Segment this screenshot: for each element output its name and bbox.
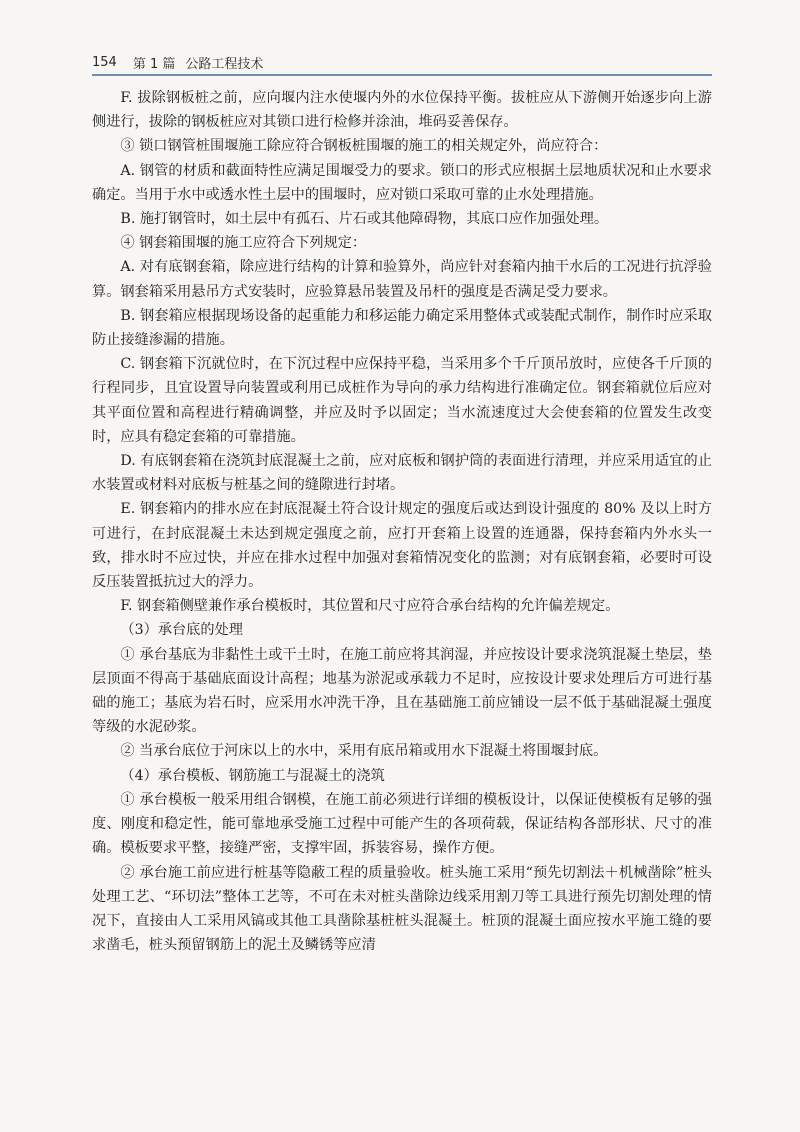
- part-label: 第 1 篇: [132, 56, 176, 72]
- paragraph: B. 钢套箱应根据现场设备的起重能力和移运能力确定采用整体式或装配式制作，制作时应采取防止接缝渗漏的措施。: [92, 307, 712, 349]
- paragraph: D. 有底钢套箱在浇筑封底混凝土之前，应对底板和钢护筒的表面进行清理，并应采用适宜的止水装置或材料对底板与桩基之间的缝隙进行封堵。: [92, 453, 712, 494]
- paragraph: A. 对有底钢套箱，除应进行结构的计算和验算外，尚应针对套箱内抽干水后的工况进行抗浮验算。钢套箱采用悬吊方式安装时，应验算悬吊装置及吊杆的强度是否满足受力要求。: [92, 259, 712, 300]
- paragraph: F. 钢套箱侧壁兼作承台模板时，其位置和尺寸应符合承台结构的允许偏差规定。: [120, 598, 620, 615]
- paragraph: ① 承台基底为非黏性土或干土时，在施工前应将其润湿，并应按设计要求浇筑混凝土垫层，垫层顶面不得高于基础底面设计高程；地基为淤泥或承载力不足时，应按设计要求处理后方可进行基础的施工；基底为岩石时，应采用水冲洗干净，且在基础施工前应铺设一层不低于基础混凝土强度等级的水泥砂浆。: [92, 646, 712, 736]
- paragraph: ④ 钢套箱围堰的施工应符合下列规定：: [120, 235, 367, 252]
- paragraph: A. 钢管的材质和截面特性应满足围堰受力的要求。锁口的形式应根据土层地质状况和止水要求确定。当用于水中或透水性土层中的围堰时，应对锁口采取可靠的止水处理措施。: [92, 162, 712, 203]
- page-header: [92, 50, 712, 74]
- section-title: 公路工程技术: [185, 56, 264, 72]
- paragraph: ② 承台施工前应进行桩基等隐蔽工程的质量验收。桩头施工采用“预先切割法＋机械凿除”桩头处理工艺、“环切法”整体工艺等，不可在未对桩头凿除边线采用割刀等工具进行预先切割处理的情况下，直接由人工采用风镐或其他工具凿除基桩桩头混凝土。桩顶的混凝土面应按水平施工缝的要求凿毛，桩头预留钢筋上的泥土及鳞锈等应清: [92, 864, 712, 954]
- subheading: （3）承台底的处理: [120, 622, 243, 639]
- paragraph: C. 钢套箱下沉就位时，在下沉过程中应保持平稳，当采用多个千斤顶吊放时，应使各千斤顶的行程同步，且宜设置导向装置或利用已成桩作为导向的承力结构进行准确定位。钢套箱就位后应对其平面位置和高程进行精确调整，并应及时予以固定；当水流速度过大会使套箱的位置发生改变时，应具有稳定套箱的可靠措施。: [92, 356, 712, 445]
- subheading: （4）承台模板、钢筋施工与混凝土的浇筑: [120, 767, 385, 784]
- header-rule: [92, 74, 712, 76]
- paragraph: ① 承台模板一般采用组合钢模，在施工前必须进行详细的模板设计，以保证使模板有足够的强度、刚度和稳定性，能可靠地承受施工过程中可能产生的各项荷载，保证结构各部形状、尺寸的准确。模板要求平整，接缝严密，支撑牢固，拆装容易，操作方便。: [92, 791, 712, 857]
- body-text: [92, 86, 712, 957]
- paragraph: ② 当承台底位于河床以上的水中，采用有底吊箱或用水下混凝土将围堰封底。: [120, 743, 608, 760]
- page-number: 154: [92, 54, 117, 70]
- paragraph: E. 钢套箱内的排水应在封底混凝土符合设计规定的强度后或达到设计强度的 80% 及以上时方可进行，在封底混凝土未达到规定强度之前，应打开套箱上设置的连通器，保持套箱内外水头一致，排水时不应过快，并应在排水过程中加强对套箱情况变化的监测；对有底钢套箱，必要时可设反压装置抵抗过大的浮力。: [92, 501, 712, 591]
- paragraph: F. 拔除钢板桩之前，应向堰内注水使堰内外的水位保持平衡。拔桩应从下游侧开始逐步向上游侧进行，拔除的钢板桩应对其锁口进行检修并涂油，堆码妥善保存。: [92, 90, 712, 131]
- paragraph: ③ 锁口钢管桩围堰施工除应符合钢板桩围堰的施工的相关规定外，尚应符合：: [120, 138, 608, 155]
- paragraph: B. 施打钢管时，如土层中有孤石、片石或其他障碍物，其底口应作加强处理。: [120, 211, 609, 228]
